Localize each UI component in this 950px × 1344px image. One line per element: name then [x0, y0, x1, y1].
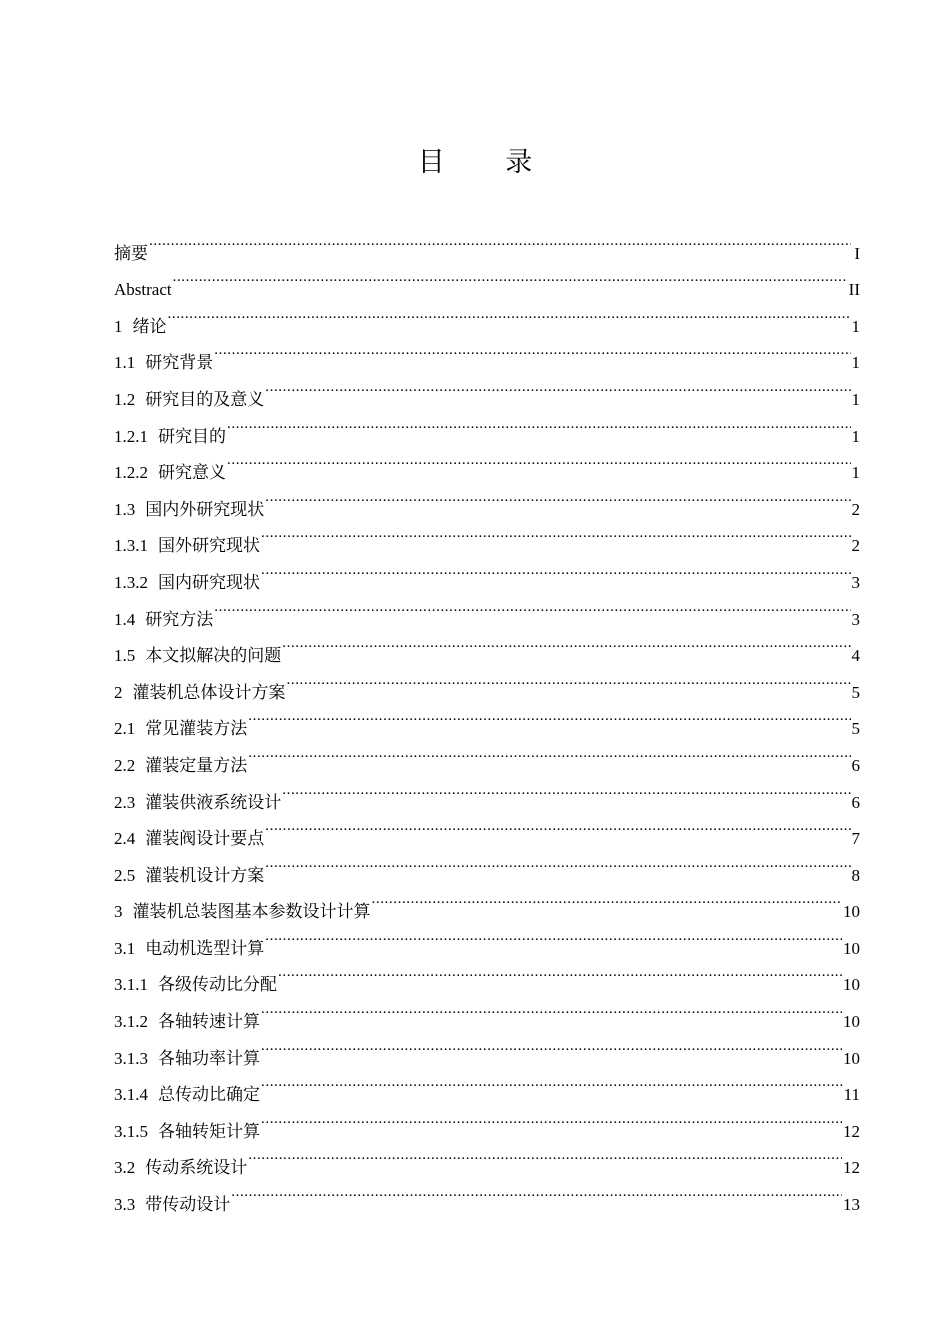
toc-dot-leader	[287, 661, 851, 698]
toc-dot-leader	[261, 551, 851, 588]
toc-entry-number: 1.3.1	[114, 536, 148, 556]
toc-entry-number: 1.3	[114, 499, 136, 519]
toc-entry-title: 灌装机总体设计方案	[132, 682, 286, 702]
toc-entry-number: 1.4	[114, 609, 136, 629]
toc-entry-page-number: 3	[851, 609, 860, 629]
toc-entry-number: 1.1	[114, 353, 136, 373]
toc-entry-page-number: 1	[851, 463, 860, 483]
toc-entry-page-number: 4	[851, 646, 860, 666]
toc-entry-number: 3	[114, 902, 123, 922]
toc-entry-title: 灌装供液系统设计	[145, 792, 282, 812]
toc-entry-page-number: 1	[851, 426, 860, 446]
toc-entry-title: 电动机选型计算	[145, 938, 265, 958]
toc-entry-number: 1.2	[114, 389, 136, 409]
toc-entry-title: 研究目的及意义	[145, 389, 265, 409]
toc-entry-page-number: 11	[843, 1085, 860, 1105]
toc-dot-leader	[261, 515, 851, 552]
toc-entry-page-number: 12	[843, 1121, 860, 1141]
toc-entry-page-number: 10	[843, 975, 860, 995]
toc-entry-title: 研究意义	[158, 463, 226, 483]
toc-entry-number: 3.3	[114, 1195, 136, 1215]
toc-entry-page-number: 1	[851, 353, 860, 373]
toc-entry[interactable]	[114, 588, 860, 629]
toc-entry-title: 摘要	[114, 243, 148, 263]
toc-entry-title: 各级传动比分配	[158, 975, 277, 995]
toc-dot-leader	[149, 222, 851, 259]
toc-entry-page-number: 2	[851, 536, 860, 556]
toc-entry-number: 2.3	[114, 792, 136, 812]
toc-entry-title: 研究背景	[145, 353, 214, 373]
toc-entry-page-number: 12	[843, 1158, 860, 1178]
toc-entry-title: 国外研究现状	[158, 536, 260, 556]
toc-entry-page-number: 1	[851, 389, 860, 409]
toc-dot-leader	[248, 734, 850, 771]
toc-entry-title: 本文拟解决的问题	[145, 646, 282, 666]
toc-entry-number: 1.3.2	[114, 572, 148, 592]
toc-entry-number: 1.2.1	[114, 426, 148, 446]
toc-entry-number: 2.4	[114, 829, 136, 849]
toc-dot-leader	[231, 1173, 842, 1210]
toc-entry[interactable]	[114, 295, 860, 336]
toc-entry-page-number: 10	[843, 902, 860, 922]
toc-entry-number: 3.1.2	[114, 1012, 148, 1032]
toc-dot-leader	[168, 295, 851, 332]
toc-entry-page-number: 7	[851, 829, 860, 849]
toc-entry-title: 灌装阀设计要点	[145, 829, 265, 849]
toc-entry-number: 2.1	[114, 719, 136, 739]
toc-entry-page-number: 6	[851, 792, 860, 812]
toc-entry[interactable]	[114, 368, 860, 409]
toc-dot-leader	[265, 478, 850, 515]
toc-dot-leader	[248, 1137, 842, 1174]
toc-entry[interactable]	[114, 222, 860, 263]
toc-entry-title: 常见灌装方法	[145, 719, 248, 739]
toc-entry-page-number: 10	[843, 1012, 860, 1032]
toc-entry-page-number: II	[848, 280, 860, 300]
toc-entry-page-number: 8	[851, 865, 860, 885]
toc-entry-title: 国内研究现状	[158, 572, 260, 592]
toc-entry-page-number: 3	[851, 572, 860, 592]
toc-dot-leader	[265, 844, 850, 881]
toc-entry-page-number: 5	[851, 719, 860, 739]
page-title: 目 录	[417, 147, 559, 179]
toc-entry-page-number: 10	[843, 938, 860, 958]
toc-entry-title: 各轴转矩计算	[158, 1121, 260, 1141]
toc-dot-leader	[261, 1064, 843, 1101]
toc-entry-title: 各轴转速计算	[158, 1012, 260, 1032]
toc-entry-number: 1.2.2	[114, 463, 148, 483]
toc-entry-number: 2	[114, 682, 123, 702]
toc-dot-leader	[261, 1027, 842, 1064]
toc-dot-leader	[227, 405, 851, 442]
toc-entry-page-number: 5	[851, 682, 860, 702]
toc-dot-leader	[261, 990, 842, 1027]
toc-entry[interactable]	[114, 259, 860, 300]
toc-entry-title: 研究方法	[145, 609, 214, 629]
toc-entry-title: 灌装定量方法	[145, 755, 248, 775]
toc-dot-leader	[265, 368, 850, 405]
toc-dot-leader	[214, 588, 850, 625]
toc-dot-leader	[261, 1100, 842, 1137]
toc-entry-title: 总传动比确定	[158, 1085, 260, 1105]
toc-entry-title: Abstract	[114, 280, 172, 300]
toc-entry-page-number: I	[854, 243, 860, 263]
toc-entry-number: 1	[114, 316, 123, 336]
toc-entry-title: 传动系统设计	[145, 1158, 248, 1178]
toc-entry-title: 绪论	[132, 316, 167, 336]
toc-entry-title: 国内外研究现状	[145, 499, 265, 519]
table-of-contents	[114, 222, 860, 1215]
toc-entry-page-number: 6	[851, 755, 860, 775]
toc-dot-leader	[214, 332, 850, 369]
toc-dot-leader	[282, 771, 850, 808]
toc-entry-number: 3.1.4	[114, 1085, 148, 1105]
toc-entry-title: 灌装机设计方案	[145, 865, 265, 885]
toc-dot-leader	[265, 808, 850, 845]
toc-dot-leader	[248, 698, 850, 735]
toc-entry-number: 3.2	[114, 1158, 136, 1178]
toc-entry-number: 2.2	[114, 755, 136, 775]
toc-entry-number: 3.1.3	[114, 1048, 148, 1068]
toc-entry-title: 各轴功率计算	[158, 1048, 260, 1068]
toc-entry-page-number: 2	[851, 499, 860, 519]
toc-entry-number: 2.5	[114, 865, 136, 885]
toc-dot-leader	[278, 954, 842, 991]
toc-entry-page-number: 1	[851, 316, 860, 336]
toc-entry[interactable]	[114, 332, 860, 373]
toc-dot-leader	[282, 625, 850, 662]
toc-dot-leader	[372, 881, 843, 918]
toc-entry-number: 1.5	[114, 646, 136, 666]
toc-entry-number: 3.1.1	[114, 975, 148, 995]
toc-entry-title: 带传动设计	[145, 1195, 231, 1215]
toc-dot-leader	[173, 259, 848, 296]
toc-entry-page-number: 13	[843, 1195, 860, 1215]
toc-entry-title: 灌装机总装图基本参数设计计算	[132, 902, 371, 922]
toc-dot-leader	[265, 917, 842, 954]
toc-entry[interactable]	[114, 625, 860, 666]
toc-dot-leader	[227, 442, 851, 479]
toc-entry-title: 研究目的	[158, 426, 226, 446]
toc-entry-number: 3.1	[114, 938, 136, 958]
toc-entry-page-number: 10	[843, 1048, 860, 1068]
toc-entry-number: 3.1.5	[114, 1121, 148, 1141]
